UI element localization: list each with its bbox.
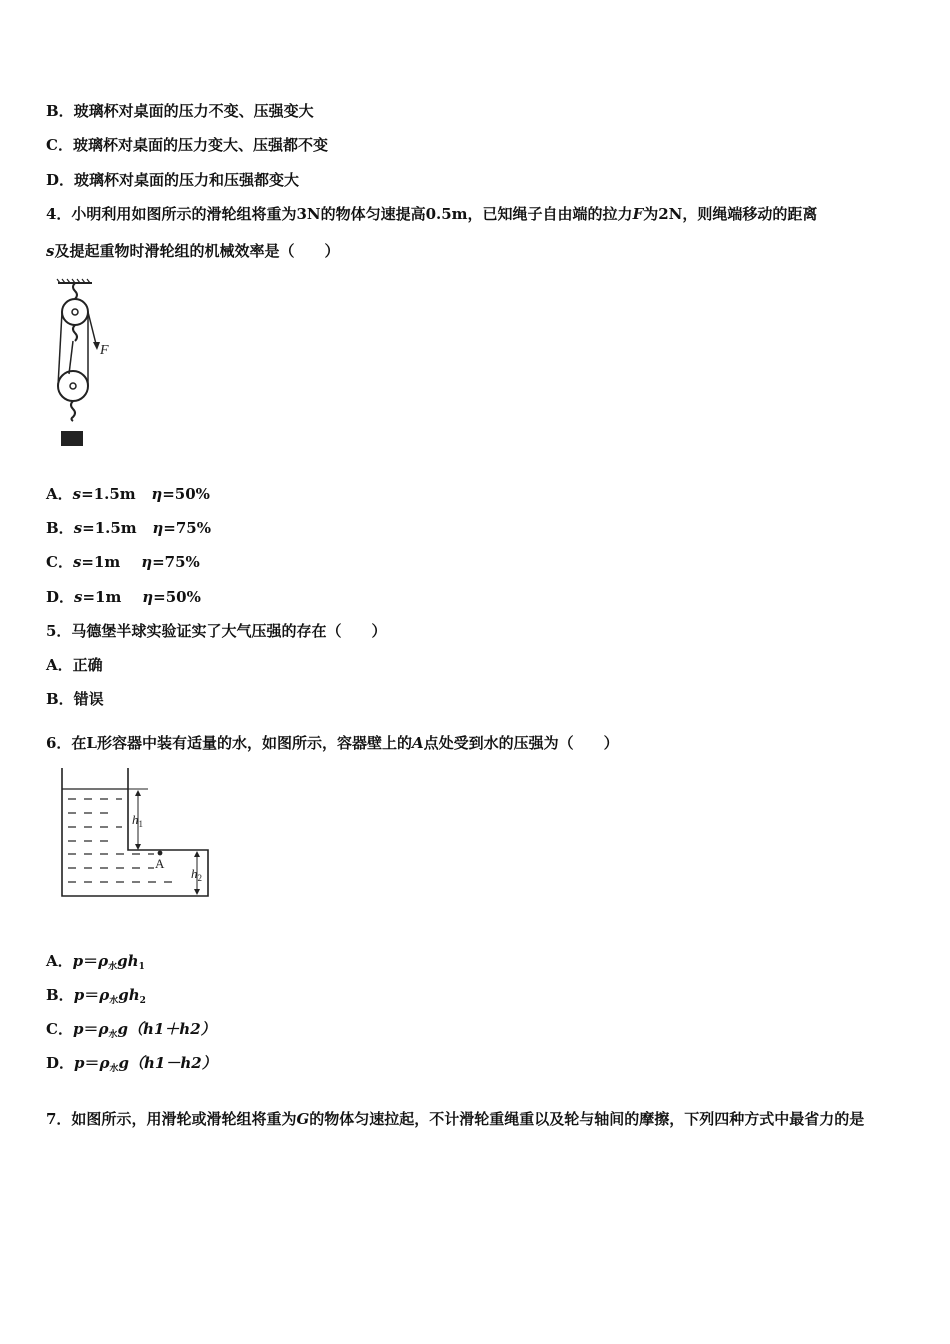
equals-sign: ＝ [84,986,100,1004]
q7-stem-text-2: 的物体匀速拉起，不计滑轮重绳重以及轮与轴间的摩擦，下列四种方式中最省力的是 [309,1110,865,1128]
q4-stem-force-symbol: F [632,205,644,223]
pressure-symbol: p [73,986,85,1004]
efficiency-value: =50% [153,588,201,606]
q5-option-a: A．正确 [46,656,103,674]
q5-option-b: B．错误 [46,690,104,708]
distance-value: =1.5m [81,485,136,503]
distance-symbol: s [72,485,82,503]
efficiency-value: =75% [152,553,200,571]
distance-value: =1m [81,553,121,571]
height-expression: （h1＋h2） [127,1020,216,1038]
gravity-symbol: g [118,1054,130,1072]
height-symbol: h [128,986,140,1004]
q3-option-d: D．玻璃杯对桌面的压力和压强都变大 [46,171,300,189]
option-prefix: B． [46,519,74,537]
efficiency-symbol: η [141,553,153,571]
option-prefix: A． [46,952,73,970]
equals-sign: ＝ [83,952,99,970]
q3-option-b: B．玻璃杯对桌面的压力不变、压强变大 [46,102,314,120]
density-subscript: 水 [109,1064,119,1074]
q7-stem-weight-symbol: G [296,1110,310,1128]
distance-symbol: s [72,553,82,571]
density-symbol: ρ [98,1020,109,1038]
q3-option-c: C．玻璃杯对桌面的压力变大、压强都不变 [46,136,328,154]
q6-stem [46,733,619,753]
height-label-h1: $h_1$ [132,812,143,829]
option-prefix: B． [46,986,74,1004]
distance-symbol: s [73,519,83,537]
point-a-marker [158,851,163,856]
efficiency-value: =75% [163,519,211,537]
option-prefix: C． [46,553,73,571]
option-prefix: D． [46,588,75,606]
q6-stem-point-symbol: A [412,734,424,752]
q6-option-a [46,951,145,977]
efficiency-symbol: η [142,588,154,606]
pressure-symbol: p [74,1054,85,1072]
gravity-symbol: g [117,1020,128,1038]
efficiency-symbol: η [152,519,164,537]
height-label-h2: $h_2$ [191,866,202,883]
force-label-f: F [100,343,109,358]
q4-stem-text-2: 为2N，则绳端移动的距离 [643,205,818,223]
point-a-label: A [155,856,165,871]
efficiency-symbol: η [151,485,163,503]
q7-stem-text: 7．如图所示，用滑轮或滑轮组将重为 [46,1110,297,1128]
pulley-system-figure [50,278,140,450]
l-container-figure [56,764,216,904]
height-subscript: 1 [138,962,145,972]
q4-stem-text: 4．小明利用如图所示的滑轮组将重为3N的物体匀速提高0.5m，已知绳子自由端的拉力 [46,205,633,223]
q5-stem: 5．马德堡半球实验证实了大气压强的存在（ ） [46,622,387,640]
equals-sign: ＝ [83,1020,99,1038]
distance-value: =1.5m [82,519,137,537]
q4-option-d [46,587,201,607]
density-symbol: ρ [98,952,109,970]
gravity-symbol: g [118,986,129,1004]
distance-symbol: s [74,588,83,606]
density-subscript: 水 [108,962,118,972]
q6-option-d [46,1053,217,1079]
density-subscript: 水 [109,996,119,1006]
q4-stem-line1 [46,204,817,224]
q4-stem-distance-symbol: s [46,242,55,260]
option-prefix: C． [46,1020,73,1038]
distance-value: =1m [82,588,122,606]
q6-option-b [46,985,146,1011]
q4-stem-text-3: 及提起重物时滑轮组的机械效率是（ ） [54,242,340,260]
q4-option-a [46,484,210,504]
option-prefix: D． [46,1054,75,1072]
option-prefix: A． [46,485,73,503]
pressure-symbol: p [72,952,84,970]
q4-option-c [46,552,200,572]
height-symbol: h [127,952,139,970]
height-expression: （h1－h2） [129,1054,217,1072]
q6-stem-text: 6．在L形容器中装有适量的水，如图所示，容器壁上的 [46,734,412,752]
pressure-symbol: p [72,1020,84,1038]
q4-option-b [46,518,211,538]
q6-option-c [46,1019,216,1045]
density-symbol: ρ [99,986,110,1004]
height-subscript: 2 [139,996,146,1006]
density-subscript: 水 [108,1030,118,1040]
efficiency-value: =50% [162,485,210,503]
q6-stem-text-2: 点处受到水的压强为（ ） [423,734,619,752]
gravity-symbol: g [117,952,128,970]
q4-stem-line2 [46,241,339,261]
q7-stem [46,1100,906,1138]
equals-sign: ＝ [84,1054,100,1072]
density-symbol: ρ [99,1054,110,1072]
